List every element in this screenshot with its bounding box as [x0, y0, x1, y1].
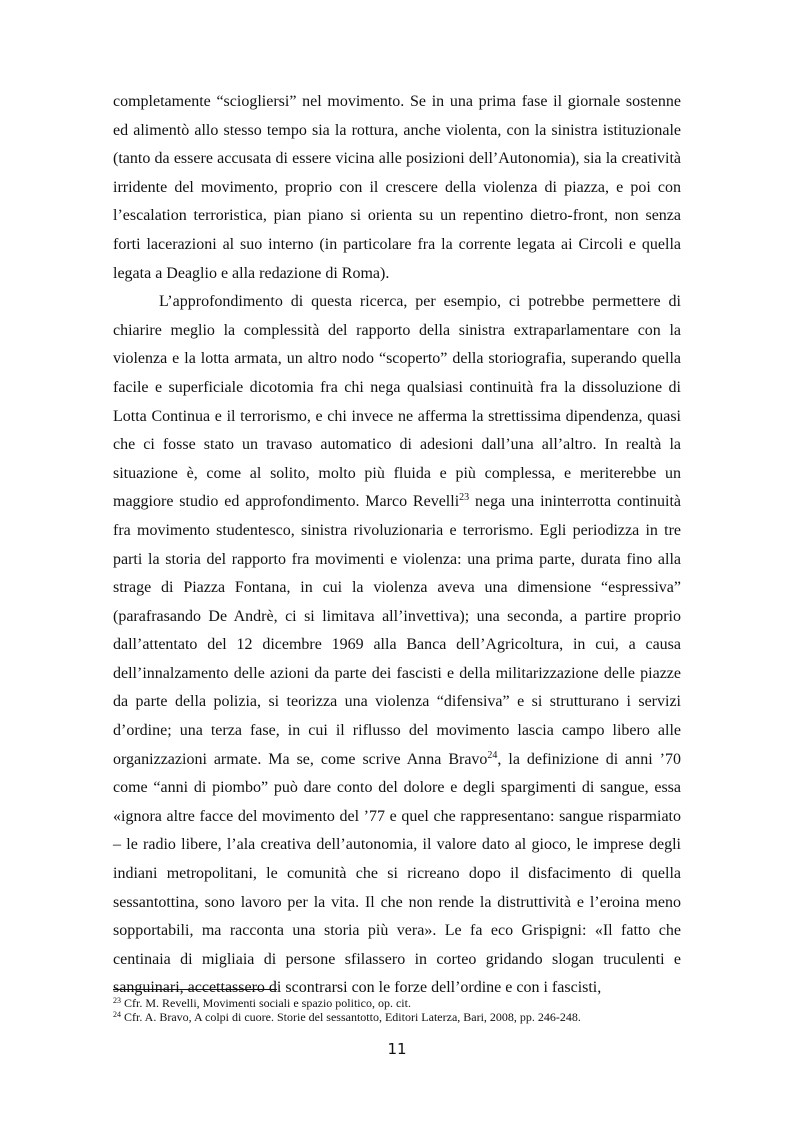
- paragraph-2-text-c: , la definizione di anni ’70 come “anni di piombo” può dare conto del dolore e degli spargimenti di sangue, essa «ignora altre facce del movimento del ’77 e quel che rappresentano: sangue risparmiato – le radio libere, l’ala creativa dell’autonomia, il valore dato al gioco, le imprese degli indiani metropolitani, le comunità che si ricreano dopo il disfacimento di quella sessantottina, sono lavoro per la vita. Il che non rende la distruttività e l’eroina meno sopportabili, ma racconta una storia più vera». Le fa eco Grispigni: «Il fatto che centinaia di migliaia di persone sfilassero in corteo gridando slogan truculenti e sanguinari, accettassero di scontrarsi con le forze dell’ordine e con i fascisti,: [113, 750, 681, 997]
- footnote-24: [113, 1010, 681, 1024]
- paragraph-2-text-b: nega una ininterrotta continuità fra movimento studentesco, sinistra rivoluzionaria e terrorismo. Egli periodizza in tre parti la storia del rapporto fra movimenti e violenza: una prima parte, durata fino alla strage di Piazza Fontana, in cui la violenza aveva una dimensione “espressiva” (parafrasando De Andrè, ci si limitava all’invettiva); una seconda, a partire proprio dall’attentato del 12 dicembre 1969 alla Banca dell’Agricoltura, in cui, a causa dell’innalzamento delle azioni da parte dei fascisti e della militarizzazione delle piazze da parte della polizia, si teorizza una violenza “difensiva” e si strutturano i servizi d’ordine; una terza fase, in cui il riflusso del movimento lascia campo libero alle organizzazioni armate. Ma se, come scrive Anna Bravo: [113, 493, 682, 768]
- footnote-number: 24: [113, 1010, 121, 1019]
- footnote-text: Cfr. M. Revelli, Movimenti sociali e spazio politico, op. cit.: [121, 996, 411, 1010]
- footnote-separator: [113, 989, 277, 990]
- footnotes: [113, 996, 681, 1024]
- footnote-ref-23[interactable]: 23: [459, 492, 470, 504]
- footnote-23: [113, 996, 681, 1010]
- paragraph-2-text-a: L’approfondimento di questa ricerca, per esempio, ci potrebbe permettere di chiarire meglio la complessità del rapporto della sinistra extraparlamentare con la violenza e la lotta armata, un altro nodo “scoperto” della storiografia, superando quella facile e superficiale dicotomia fra chi nega qualsiasi continuità fra la dissoluzione di Lotta Continua e il terrorismo, e chi invece ne afferma la strettissima dipendenza, quasi che ci fosse stato un travaso automatico di adesioni dall’una all’altro. In realtà la situazione è, come al solito, molto più fluida e più complessa, e meriterebbe un maggiore studio ed approfondimento. Marco Revelli: [113, 293, 681, 511]
- footnote-ref-24[interactable]: 24: [487, 749, 498, 761]
- page-number: 11: [387, 1040, 407, 1058]
- body-text: [113, 88, 681, 1003]
- footnote-number: 23: [113, 996, 121, 1005]
- paragraph-2: [113, 288, 681, 1003]
- paragraph-1: completamente “sciogliersi” nel movimento. Se in una prima fase il giornale sostenne ed alimentò allo stesso tempo sia la rottura, anche violenta, con la sinistra istituzionale (tanto da essere accusata di essere vicina alle posizioni dell’Autonomia), sia la creatività irridente del movimento, proprio con il crescere della violenza di piazza, e poi con l’escalation terroristica, pian piano si orienta su un repentino dietro-front, non senza forti lacerazioni al suo interno (in particolare fra la corrente legata ai Circoli e quella legata a Deaglio e alla redazione di Roma).: [113, 93, 681, 282]
- footnote-text: Cfr. A. Bravo, A colpi di cuore. Storie del sessantotto, Editori Laterza, Bari, 2008, pp. 246-248.: [121, 1010, 581, 1024]
